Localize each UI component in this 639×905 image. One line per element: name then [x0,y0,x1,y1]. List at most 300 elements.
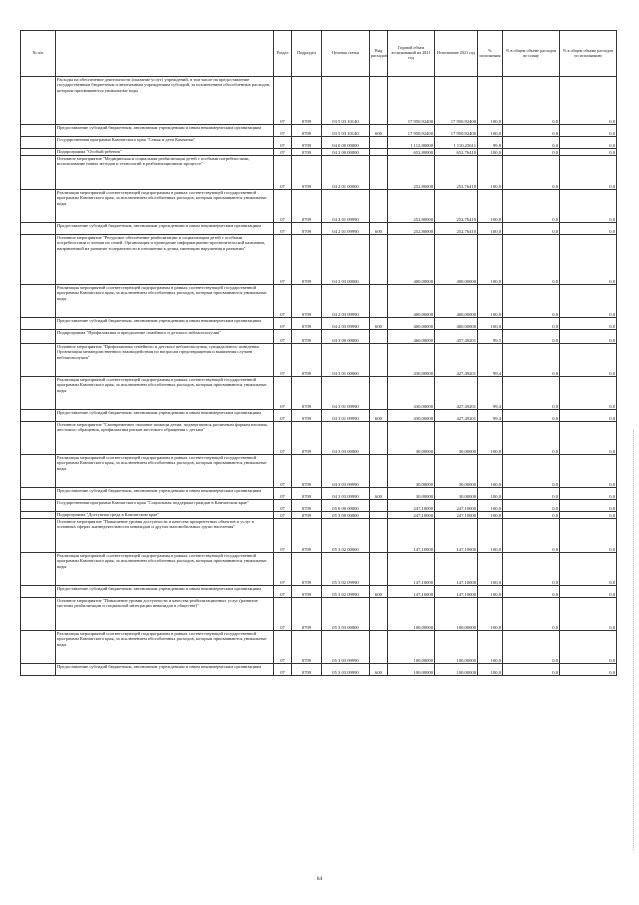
cell-sp: 0,0 [503,330,560,344]
cell-vr [370,137,388,149]
cell-csr: 04 2 01 09990 [322,190,370,223]
table-row [21,318,617,330]
cell-num [21,553,56,586]
cell-num [21,664,56,676]
cell-plan: 247,10000 [388,500,435,512]
cell-sp: 0,0 [503,553,560,586]
cell-podrazdel: 0709 [292,377,322,410]
cell-csr: 03 5 03 10140 [322,77,370,125]
header-share-fact: % в общем объеме расходов по исполнению [560,31,617,77]
cell-vr: 600 [370,488,388,500]
cell-fact: 1 110,25611 [435,137,478,149]
cell-num [21,285,56,318]
cell-vr [370,631,388,664]
cell-csr: 05 3 00 00000 [322,512,370,519]
cell-plan: 30,00000 [388,488,435,500]
table-header-row [21,31,617,77]
cell-razdel: 07 [274,125,292,137]
cell-sp: 0,0 [503,631,560,664]
cell-pct: 100,0 [478,631,503,664]
cell-razdel: 07 [274,631,292,664]
table-row [21,512,617,519]
cell-plan: 17 950,92400 [388,125,435,137]
cell-sp: 0,0 [503,235,560,285]
cell-fact: 100,00000 [435,631,478,664]
cell-podrazdel: 0709 [292,330,322,344]
cell-name: Предоставление субсидий бюджетным, автономным учреждениям и иным некоммерческим организациям [56,223,274,235]
cell-plan: 30,00000 [388,455,435,488]
cell-num [21,586,56,598]
cell-sf: 0,0 [560,77,617,125]
cell-sf: 0,0 [560,235,617,285]
cell-vr [370,285,388,318]
cell-razdel: 07 [274,598,292,631]
cell-sf: 0,0 [560,664,617,676]
cell-podrazdel: 0709 [292,519,322,553]
cell-sp: 0,0 [503,512,560,519]
cell-num [21,377,56,410]
cell-plan: 147,10000 [388,519,435,553]
cell-fact: 427,49201 [435,344,478,377]
cell-sp: 0,0 [503,318,560,330]
cell-csr: 04 2 03 00000 [322,235,370,285]
cell-csr: 04 2 01 09990 [322,223,370,235]
cell-vr [370,377,388,410]
cell-num [21,125,56,137]
cell-fact: 252,76410 [435,190,478,223]
cell-vr [370,344,388,377]
cell-sp: 0,0 [503,664,560,676]
cell-name: Предоставление субсидий бюджетным, автономным учреждениям и иным некоммерческим организациям [56,318,274,330]
cell-name: Расходы на обеспечение деятельности (оказание услуг) учреждений, в том числе на предоставление государственным бюджетным и автономным учреждениям субсидий, за исключением обособленных расходов, которым присваиваются уникальные коды [56,77,274,125]
cell-vr [370,598,388,631]
header-share-plan: % в общем объеме расходов по плану [503,31,560,77]
cell-num [21,422,56,455]
cell-plan: 430,00000 [388,410,435,422]
cell-vr: 600 [370,318,388,330]
cell-pct: 100,0 [478,488,503,500]
cell-sf: 0,0 [560,156,617,190]
cell-num [21,344,56,377]
cell-podrazdel: 0709 [292,664,322,676]
cell-sf: 0,0 [560,149,617,156]
cell-razdel: 07 [274,500,292,512]
cell-pct: 100,0 [478,586,503,598]
cell-csr: 04 3 03 09990 [322,455,370,488]
cell-name: Реализация мероприятий соответствующей подпрограммы в рамках соответствующей государственной программы Камчатского края, за исключением обособленных расходов, которым присваиваются уникальные коды [56,285,274,318]
cell-pct: 100,0 [478,156,503,190]
cell-vr [370,455,388,488]
cell-fact: 100,00000 [435,598,478,631]
cell-podrazdel: 0709 [292,500,322,512]
cell-podrazdel: 0709 [292,598,322,631]
cell-sf: 0,0 [560,377,617,410]
cell-fact: 30,00000 [435,455,478,488]
cell-sf: 0,0 [560,190,617,223]
cell-name: Государственная программа Камчатского края "Социальная поддержка граждан в Камчатском крае" [56,500,274,512]
cell-plan: 147,10000 [388,553,435,586]
cell-num [21,500,56,512]
cell-fact: 400,00000 [435,285,478,318]
cell-csr: 05 3 03 00000 [322,598,370,631]
cell-name: Предоставление субсидий бюджетным, автономным учреждениям и иным некоммерческим организациям [56,664,274,676]
cell-razdel: 07 [274,377,292,410]
cell-vr [370,500,388,512]
cell-pct: 100,0 [478,512,503,519]
cell-sp: 0,0 [503,156,560,190]
cell-vr [370,553,388,586]
cell-sf: 0,0 [560,318,617,330]
table-row [21,410,617,422]
cell-razdel: 07 [274,488,292,500]
cell-fact: 247,10000 [435,512,478,519]
cell-num [21,330,56,344]
cell-razdel: 07 [274,223,292,235]
table-row [21,377,617,410]
cell-razdel: 07 [274,285,292,318]
cell-name: Предоставление субсидий бюджетным, автономным учреждениям и иным некоммерческим организациям [56,586,274,598]
cell-fact: 30,00000 [435,488,478,500]
cell-pct: 100,0 [478,190,503,223]
cell-csr: 04 3 03 09990 [322,488,370,500]
cell-vr: 600 [370,410,388,422]
cell-razdel: 07 [274,149,292,156]
cell-plan: 247,10000 [388,512,435,519]
cell-razdel: 07 [274,455,292,488]
cell-name: Основное мероприятие "Профилактика семейного и детского неблагополучия, суицидального поведения. Организация межведомственного взаимодействия по вопросам предотвращения и выявления случаев неблагополучия" [56,344,274,377]
cell-vr [370,512,388,519]
cell-csr: 05 3 02 09990 [322,586,370,598]
cell-vr [370,235,388,285]
cell-sp: 0,0 [503,422,560,455]
cell-plan: 30,00000 [388,422,435,455]
cell-num [21,512,56,519]
table-row [21,149,617,156]
cell-num [21,223,56,235]
cell-fact: 400,00000 [435,318,478,330]
table-row [21,330,617,344]
cell-razdel: 07 [274,137,292,149]
cell-pct: 100,0 [478,422,503,455]
scan-edge [633,430,635,850]
cell-sf: 0,0 [560,631,617,664]
cell-razdel: 07 [274,422,292,455]
cell-fact: 652,76410 [435,149,478,156]
cell-pct: 99,5 [478,330,503,344]
cell-podrazdel: 0709 [292,553,322,586]
cell-name: Реализация мероприятий соответствующей подпрограммы в рамках соответствующей государственной программы Камчатского края, за исключением обособленных расходов, которым присваиваются уникальные коды [56,455,274,488]
header-plan: Годовой объем ассигнований на 2021 год [388,31,435,77]
cell-sp: 0,0 [503,285,560,318]
cell-fact: 252,76410 [435,223,478,235]
cell-csr: 04 3 03 00000 [322,422,370,455]
cell-fact: 247,10000 [435,500,478,512]
cell-podrazdel: 0709 [292,235,322,285]
cell-podrazdel: 0709 [292,223,322,235]
cell-name: Реализация мероприятий соответствующей подпрограммы в рамках соответствующей государственной программы Камчатского края, за исключением обособленных расходов, которым присваиваются уникальные коды [56,553,274,586]
budget-page [20,30,616,676]
cell-vr [370,149,388,156]
header-pct: % исполнения [478,31,503,77]
cell-name: Предоставление субсидий бюджетным, автономным учреждениям и иным некоммерческим организациям [56,488,274,500]
cell-fact: 100,00000 [435,664,478,676]
cell-num [21,77,56,125]
cell-sf: 0,0 [560,137,617,149]
cell-razdel: 07 [274,77,292,125]
cell-name: Реализация мероприятий соответствующей подпрограммы в рамках соответствующей государственной программы Камчатского края, за исключением обособленных расходов, которым присваиваются уникальные коды [56,377,274,410]
cell-razdel: 07 [274,410,292,422]
cell-name: Государственная программа Камчатского края "Семья и дети Камчатки" [56,137,274,149]
cell-razdel: 07 [274,664,292,676]
cell-num [21,235,56,285]
cell-pct: 100,0 [478,235,503,285]
cell-sf: 0,0 [560,285,617,318]
cell-fact: 427,49201 [435,410,478,422]
header-podrazdel: Подраздел [292,31,322,77]
cell-fact: 252,76410 [435,156,478,190]
cell-sf: 0,0 [560,512,617,519]
cell-pct: 99,4 [478,410,503,422]
table-row [21,285,617,318]
table-row [21,190,617,223]
table-row [21,223,617,235]
cell-csr: 04 3 01 00000 [322,344,370,377]
cell-num [21,410,56,422]
table-row [21,488,617,500]
cell-csr: 05 0 00 00000 [322,500,370,512]
cell-csr: 04 3 01 09990 [322,410,370,422]
cell-sf: 0,0 [560,410,617,422]
cell-pct: 100,0 [478,598,503,631]
cell-podrazdel: 0709 [292,318,322,330]
cell-plan: 252,80000 [388,156,435,190]
cell-sp: 0,0 [503,410,560,422]
cell-plan: 17 950,92400 [388,77,435,125]
cell-name: Основное мероприятие "Медицинская и социальная реабилитация детей с особыми потребностями, использование новых методов и технологий в реабилитационном процессе" [56,156,274,190]
cell-vr: 600 [370,125,388,137]
cell-csr: 04 2 03 09990 [322,285,370,318]
header-vr: Вид расходов [370,31,388,77]
budget-table [20,30,617,676]
cell-csr: 04 2 03 09990 [322,318,370,330]
cell-sf: 0,0 [560,422,617,455]
cell-name: Реализация мероприятий соответствующей подпрограммы в рамках соответствующей государственной программы Камчатского края, за исключением обособленных расходов, которым присваиваются уникальные коды [56,190,274,223]
cell-sp: 0,0 [503,598,560,631]
table-row [21,235,617,285]
cell-pct: 100,0 [478,553,503,586]
table-row [21,553,617,586]
header-razdel: Раздел [274,31,292,77]
cell-podrazdel: 0709 [292,488,322,500]
cell-sp: 0,0 [503,190,560,223]
page-number: 64 [316,876,323,882]
cell-fact: 147,10000 [435,553,478,586]
cell-csr: 05 3 02 09990 [322,553,370,586]
table-row [21,455,617,488]
cell-vr: 600 [370,586,388,598]
cell-plan: 430,00000 [388,377,435,410]
cell-podrazdel: 0709 [292,586,322,598]
cell-vr [370,156,388,190]
cell-razdel: 07 [274,318,292,330]
cell-csr: 04 2 01 00000 [322,156,370,190]
cell-sf: 0,0 [560,519,617,553]
cell-num [21,156,56,190]
cell-plan: 460,00000 [388,330,435,344]
cell-sp: 0,0 [503,77,560,125]
cell-pct: 99,8 [478,137,503,149]
cell-vr: 600 [370,223,388,235]
cell-sp: 0,0 [503,149,560,156]
cell-sf: 0,0 [560,330,617,344]
cell-plan: 100,00000 [388,598,435,631]
cell-pct: 100,0 [478,500,503,512]
cell-sp: 0,0 [503,488,560,500]
table-row [21,664,617,676]
cell-podrazdel: 0709 [292,422,322,455]
cell-razdel: 07 [274,330,292,344]
cell-sf: 0,0 [560,223,617,235]
cell-sp: 0,0 [503,586,560,598]
cell-sp: 0,0 [503,344,560,377]
cell-sf: 0,0 [560,455,617,488]
cell-podrazdel: 0709 [292,455,322,488]
table-row [21,500,617,512]
cell-podrazdel: 0709 [292,512,322,519]
cell-podrazdel: 0709 [292,631,322,664]
cell-plan: 400,00000 [388,318,435,330]
cell-sp: 0,0 [503,125,560,137]
cell-num [21,455,56,488]
cell-vr: 600 [370,664,388,676]
cell-name: Подпрограмма "Профилактика и преодоление семейного и детского неблагополучия" [56,330,274,344]
table-row [21,598,617,631]
table-row [21,77,617,125]
cell-sf: 0,0 [560,500,617,512]
cell-name: Подпрограмма "Доступная среда в Камчатском крае" [56,512,274,519]
cell-name: Предоставление субсидий бюджетным, автономным учреждениям и иным некоммерческим организациям [56,125,274,137]
cell-csr: 04 2 00 00000 [322,149,370,156]
cell-podrazdel: 0709 [292,344,322,377]
cell-plan: 400,00000 [388,235,435,285]
cell-plan: 652,80000 [388,149,435,156]
cell-pct: 100,0 [478,149,503,156]
cell-podrazdel: 0709 [292,77,322,125]
cell-podrazdel: 0709 [292,190,322,223]
table-row [21,344,617,377]
cell-sf: 0,0 [560,553,617,586]
cell-num [21,631,56,664]
cell-vr [370,190,388,223]
cell-num [21,190,56,223]
cell-name: Основное мероприятие "Повышение уровня доступности и качества приоритетных объектов и услуг в основных сферах жизнедеятельности инвалидов и других маломобильных групп населения" [56,519,274,553]
cell-pct: 100,0 [478,455,503,488]
cell-num [21,598,56,631]
table-row [21,422,617,455]
cell-sf: 0,0 [560,598,617,631]
cell-fact: 17 950,92400 [435,77,478,125]
table-row [21,156,617,190]
cell-podrazdel: 0709 [292,410,322,422]
cell-name: Подпрограмма "Особый ребенок" [56,149,274,156]
cell-podrazdel: 0709 [292,125,322,137]
cell-pct: 100,0 [478,125,503,137]
cell-num [21,149,56,156]
cell-razdel: 07 [274,553,292,586]
cell-vr [370,77,388,125]
cell-pct: 99,4 [478,344,503,377]
cell-csr: 04 3 00 00000 [322,330,370,344]
cell-sf: 0,0 [560,125,617,137]
cell-pct: 100,0 [478,519,503,553]
cell-csr: 05 3 03 09990 [322,631,370,664]
cell-plan: 252,80000 [388,190,435,223]
cell-razdel: 07 [274,512,292,519]
cell-pct: 100,0 [478,77,503,125]
cell-plan: 1 112,80000 [388,137,435,149]
cell-razdel: 07 [274,519,292,553]
cell-podrazdel: 0709 [292,137,322,149]
cell-csr: 04 0 00 00000 [322,137,370,149]
cell-podrazdel: 0709 [292,156,322,190]
cell-vr [370,519,388,553]
cell-num [21,488,56,500]
cell-sp: 0,0 [503,137,560,149]
cell-razdel: 07 [274,235,292,285]
cell-name: Основное мероприятие "Своевременное оказание помощи детям, подвергшимся различным формам насилия, жестокого обращения, профилактика рисков жестокого обращения с детьми" [56,422,274,455]
cell-sf: 0,0 [560,344,617,377]
cell-pct: 99,4 [478,377,503,410]
cell-sf: 0,0 [560,586,617,598]
cell-razdel: 07 [274,190,292,223]
cell-num [21,318,56,330]
cell-csr: 05 3 02 00000 [322,519,370,553]
cell-sp: 0,0 [503,455,560,488]
cell-sp: 0,0 [503,223,560,235]
cell-num [21,137,56,149]
cell-name: Реализация мероприятий соответствующей подпрограммы в рамках соответствующей государственной программы Камчатского края, за исключением обособленных расходов, которым присваиваются уникальные коды [56,631,274,664]
cell-csr: 03 5 03 10140 [322,125,370,137]
cell-vr [370,422,388,455]
cell-plan: 400,00000 [388,285,435,318]
cell-razdel: 07 [274,156,292,190]
cell-name: Предоставление субсидий бюджетным, автономным учреждениям и иным некоммерческим организациям [56,410,274,422]
header-fact: Исполнение 2021 год [435,31,478,77]
table-row [21,519,617,553]
cell-fact: 17 950,92400 [435,125,478,137]
cell-vr [370,330,388,344]
cell-podrazdel: 0709 [292,285,322,318]
cell-plan: 100,00000 [388,664,435,676]
cell-plan: 430,00000 [388,344,435,377]
cell-podrazdel: 0709 [292,149,322,156]
cell-name: Основное мероприятие "Ресурсное обеспечение реабилитации и социализации детей с особыми потребностями и членов их семей. Организация и проведение информационно-просветительской кампании, направленной на развитие толерантности в отношении к детям, имеющим нарушения в развитии" [56,235,274,285]
cell-razdel: 07 [274,344,292,377]
cell-pct: 100,0 [478,223,503,235]
cell-plan: 100,00000 [388,631,435,664]
table-row [21,125,617,137]
cell-csr: 05 3 03 09990 [322,664,370,676]
cell-name: Основное мероприятие "Повышение уровня доступности и качества реабилитационных услуг (развитие системы реабилитации и социальной интеграции инвалидов в обществе)" [56,598,274,631]
cell-sp: 0,0 [503,519,560,553]
cell-plan: 252,80000 [388,223,435,235]
cell-sp: 0,0 [503,500,560,512]
cell-pct: 100,0 [478,318,503,330]
header-num: № п/п [21,31,56,77]
cell-fact: 147,10000 [435,586,478,598]
cell-fact: 457,49201 [435,330,478,344]
cell-csr: 04 3 01 09990 [322,377,370,410]
